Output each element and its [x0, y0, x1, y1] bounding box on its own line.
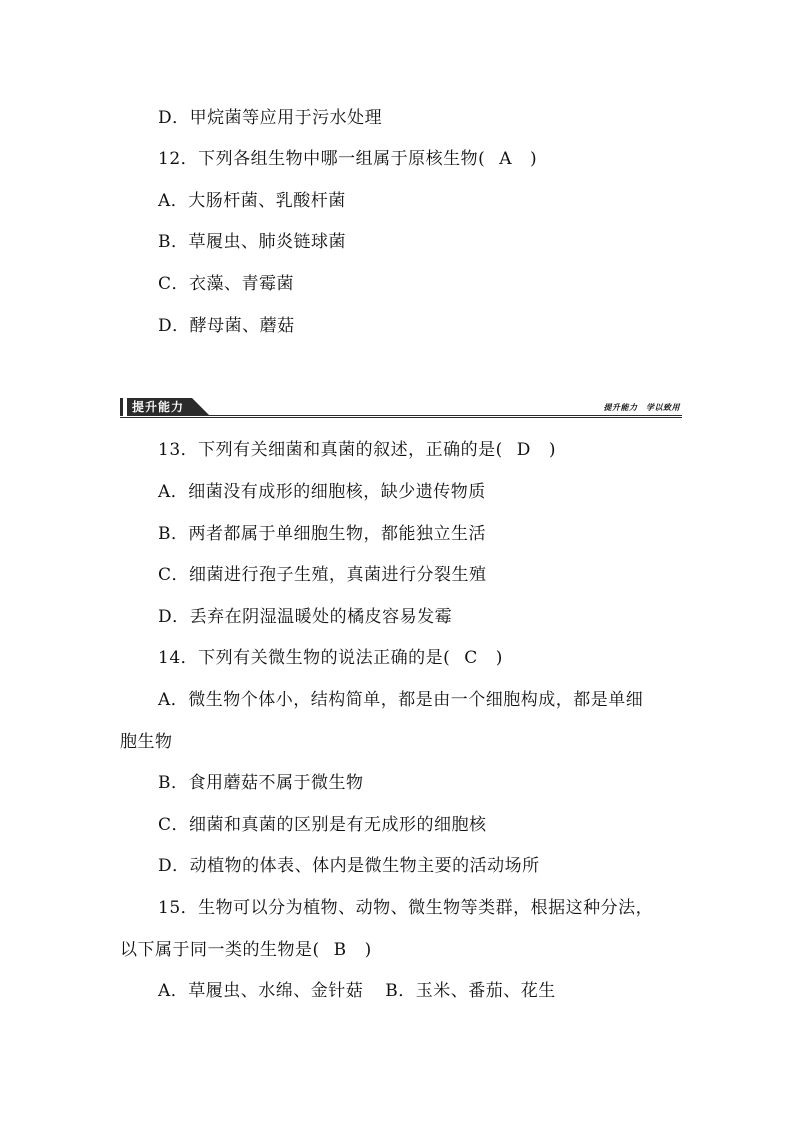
q14-answer: C [464, 648, 478, 668]
q12-option-a: A．大肠杆菌、乳酸杆菌 [158, 191, 346, 211]
q13-stem [158, 438, 556, 462]
q13-option-b: B．两者都属于单细胞生物，都能独立生活 [158, 524, 486, 544]
section-rule [200, 415, 682, 416]
q15-answer: B [333, 940, 347, 960]
q14-option-a-line2: 胞生物 [120, 732, 173, 752]
q12-close: ) [530, 149, 538, 169]
q15-stem-line1: 15．生物可以分为植物、动物、微生物等类群，根据这种分法， [158, 898, 654, 918]
q13-stem-text: 13．下列有关细菌和真菌的叙述，正确的是( [158, 440, 503, 460]
q13-option-c: C．细菌进行孢子生殖，真菌进行分裂生殖 [158, 565, 487, 585]
section-right-label: 提升能力 学以致用 [603, 403, 680, 412]
section-rule-bottom [120, 417, 682, 418]
q15-stem-text: 以下属于同一类的生物是( [120, 940, 320, 960]
q14-option-c: C．细菌和真菌的区别是有无成形的细胞核 [158, 815, 487, 835]
q14-option-a-line1: A．微生物个体小，结构简单，都是由一个细胞构成，都是单细 [158, 690, 644, 710]
q15-options [158, 979, 556, 1003]
q14-close: ) [495, 648, 503, 668]
q13-option-d: D．丢弃在阴湿温暖处的橘皮容易发霉 [158, 607, 453, 627]
q15-option-a: A．草履虫、水绵、金针菇 [158, 981, 364, 1001]
q12-option-d: D．酵母菌、蘑菇 [158, 316, 295, 336]
q14-option-b: B．食用蘑菇不属于微生物 [158, 773, 364, 793]
q14-option-d: D．动植物的体表、体内是微生物主要的活动场所 [158, 856, 540, 876]
q15-option-b: B．玉米、番茄、花生 [385, 981, 556, 1001]
q15-stem-line2 [120, 938, 372, 962]
q12-stem-text: 12．下列各组生物中哪一组属于原核生物( [158, 149, 486, 169]
q14-stem-text: 14．下列有关微生物的说法正确的是( [158, 648, 451, 668]
q12-answer: A [499, 149, 513, 169]
q13-close: ) [548, 440, 557, 460]
q12-stem [158, 147, 537, 171]
q11-option-d: D．甲烷菌等应用于污水处理 [158, 108, 383, 128]
section-title: 提升能力 [132, 400, 185, 414]
q12-option-b: B．草履虫、肺炎链球菌 [158, 232, 346, 252]
q13-answer: D [516, 440, 531, 460]
section-header [120, 398, 682, 418]
q14-stem [158, 646, 503, 670]
q15-close: ) [364, 940, 372, 960]
q12-option-c: C．衣藻、青霉菌 [158, 274, 295, 294]
q13-option-a: A．细菌没有成形的细胞核，缺少遗传物质 [158, 482, 486, 502]
section-tab-edge [123, 398, 129, 416]
